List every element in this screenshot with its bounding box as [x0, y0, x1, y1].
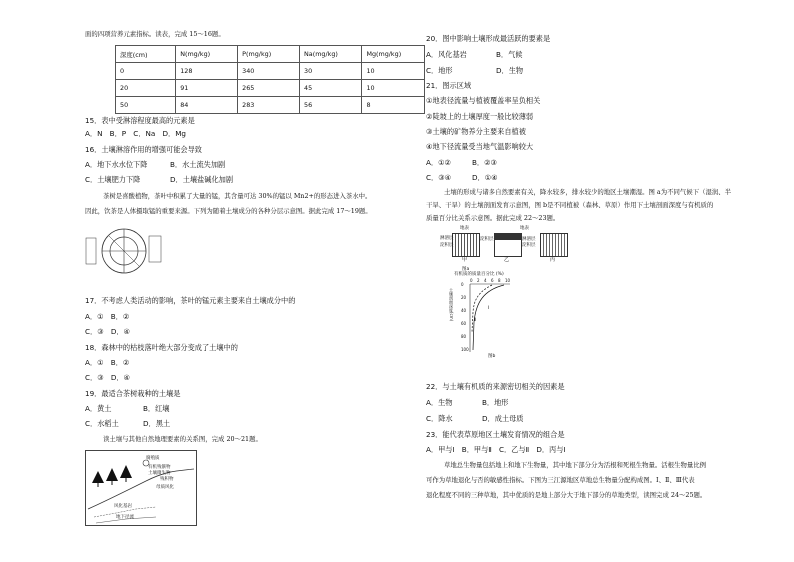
question-16: 16．土壤淋溶作用的增强可能会导致 — [85, 145, 202, 154]
table-cell: 91 — [176, 80, 238, 97]
left-label-box — [86, 238, 96, 264]
figure-b — [448, 272, 528, 362]
table-cell: 340 — [238, 63, 300, 80]
passage-grass-2: 可作为草地退化与否的敏感性指标。下图为三江源地区草地总生物量分配构成图。Ⅰ、Ⅱ、Ⅲ代表 — [426, 476, 695, 484]
option-22c: C．降水 — [426, 414, 453, 423]
label-deposit: 淀积层 — [480, 237, 494, 242]
option-21d: D．①④ — [472, 173, 498, 182]
curve-i — [473, 285, 504, 350]
x-tick: 4 — [484, 278, 487, 283]
option-16d: D．土壤盐碱化加剧 — [170, 175, 234, 184]
nutrient-table — [115, 45, 425, 114]
y-tick: 100 — [461, 347, 469, 352]
option-21a: A．①② — [426, 158, 451, 167]
y-tick: 60 — [461, 321, 467, 326]
option-19a: A．黄土 — [85, 404, 112, 413]
soil-composition-figure — [85, 226, 163, 276]
option-19b: B．红壤 — [143, 404, 170, 413]
table-cell: 50 — [116, 97, 176, 114]
x-tick: 8 — [498, 278, 501, 283]
statement-1: ①地表径流量与植被覆盖率呈负相关 — [426, 96, 541, 105]
question-17: 17．不考虑人类活动的影响，茶叶的锰元素主要来自土壤成分中的 — [85, 296, 296, 305]
label-deposit: 淀积层 — [440, 243, 454, 248]
passage-tea-1: 茶树是喜酸植物，茶叶中积累了大量的锰，其含量可达 30%的锰以 Mn2+的形态进入茶水中。 — [103, 192, 372, 200]
table-cell: 128 — [176, 63, 238, 80]
statement-3: ③土壤的矿物养分主要来自植被 — [426, 127, 526, 136]
table-header-row — [116, 46, 425, 63]
option-20b: B．气候 — [496, 50, 523, 59]
tree-icon — [106, 468, 118, 481]
tree-icon — [120, 465, 132, 478]
right-label-box — [149, 236, 161, 262]
label-humus: 腐殖质 — [146, 456, 160, 461]
table-cell: 265 — [238, 80, 300, 97]
landscape-drawing — [86, 451, 196, 525]
table-row — [116, 63, 425, 80]
passage-soil-2: 干旱、干旱）的土壤剖面发育示意图，图 b是不同植被（森林、草原）作用下土壤剖面深度与有机质的 — [426, 201, 714, 209]
x-tick: 10 — [505, 278, 511, 283]
y-tick-col — [461, 282, 469, 354]
option-20a: A．风化基岩 — [426, 50, 467, 59]
y-tick: 20 — [461, 295, 467, 300]
table-cell: 56 — [300, 97, 362, 114]
curve-label-ii: Ⅱ — [474, 318, 477, 323]
question-18-options-cd: C．③ D．④ — [85, 373, 131, 382]
figure-b-title: 有机质的质量百分比 (%) — [454, 272, 504, 277]
question-23-options: A．甲与Ⅰ B．甲与Ⅱ C．乙与Ⅱ D．丙与Ⅰ — [426, 445, 566, 454]
passage-grass-1: 草地总生物量包括地上和地下生物量，其中地下部分分为活根和死根生物量。活根生物量比例 — [444, 461, 707, 469]
table-header: N(mg/kg) — [176, 46, 238, 63]
passage-soil-1: 土壤的形成与诸多自然要素有关，降水较多，排水较少的地区土壤潮湿。图 a为不同气候下（湿润、半 — [444, 188, 732, 196]
question-21: 21．图示区域 — [426, 81, 472, 90]
label-jia: 甲 — [462, 257, 468, 263]
table-header: 深度(cm) — [116, 46, 176, 63]
table-cell: 45 — [300, 80, 362, 97]
intro-text: 面的四项营养元素指标。读表，完成 15～16题。 — [85, 30, 225, 38]
passage-grass-3: 退化程度不同的三种草地，其中优质的是地上部分大于地下部分的草地类型，读图完成 24～25题。 — [426, 491, 707, 499]
question-20: 20．图中影响土壤形成最活跃的要素是 — [426, 34, 551, 43]
question-18: 18．森林中的枯枝落叶绝大部分变成了土壤中的 — [85, 343, 238, 352]
tree-icon — [92, 471, 104, 483]
label-surface: 地表 — [460, 226, 469, 231]
y-tick: 80 — [461, 334, 467, 339]
figure-a-caption: 图a — [462, 267, 470, 272]
landscape-figure — [85, 450, 197, 526]
label-yi: 乙 — [504, 257, 510, 263]
label-leach: 淋溶层 — [522, 237, 536, 242]
profile-yi — [494, 233, 522, 257]
question-18-options-ab: A．① B．② — [85, 358, 130, 367]
statement-4: ④地下径流量受当地气温影响较大 — [426, 142, 534, 151]
label-groundwater: 地下径流 — [116, 515, 134, 520]
table-row — [116, 97, 425, 114]
right-column — [418, 0, 768, 562]
option-21b: B．②③ — [472, 158, 498, 167]
option-22d: D．成土母质 — [482, 414, 524, 423]
table-row — [116, 80, 425, 97]
option-16c: C．土壤肥力下降 — [85, 175, 141, 184]
label-organic: 有机残骸物 — [148, 465, 171, 470]
option-16b: B．水土流失加剧 — [170, 160, 226, 169]
question-15-options: A．N B．P C．Na D．Mg — [85, 129, 186, 138]
y-tick: 0 — [461, 282, 464, 287]
table-cell: 10 — [362, 63, 425, 80]
label-microbes: 土壤微生物 — [148, 471, 171, 476]
option-21c: C．③④ — [426, 173, 452, 182]
passage-tea-2: 因此，饮茶是人体摄取锰的重要来源。下列为随着土壤成分的各种分层示意图。据此完成 17～19题。 — [85, 207, 372, 215]
table-header: P(mg/kg) — [238, 46, 300, 63]
table-cell: 20 — [116, 80, 176, 97]
curve-label-i: Ⅰ — [488, 306, 490, 311]
option-16a: A．地下水水位下降 — [85, 160, 148, 169]
profile-bing — [540, 233, 568, 257]
option-20c: C．地形 — [426, 66, 453, 75]
label-bedrock: 风化基岩 — [114, 504, 132, 509]
label-residual: 残积物 — [160, 477, 174, 482]
question-23: 23．能代表草原地区土壤发育情况的组合是 — [426, 430, 565, 439]
x-tick: 2 — [477, 278, 480, 283]
option-19d: D．黑土 — [143, 419, 171, 428]
x-tick: 6 — [491, 278, 494, 283]
profile-jia — [452, 233, 480, 257]
table-cell: 283 — [238, 97, 300, 114]
option-19c: C．水稻土 — [85, 419, 119, 428]
figure-b-plot — [448, 282, 528, 354]
label-surface: 地表 — [520, 226, 529, 231]
profile-yi-top — [495, 234, 521, 240]
question-15: 15．表中受淋溶程度最高的元素是 — [85, 116, 195, 125]
question-17-options-ab: A．① B．② — [85, 312, 130, 321]
label-weathering: 母质风化 — [156, 485, 174, 490]
table-header: Na(mg/kg) — [300, 46, 362, 63]
option-22b: B．地形 — [482, 398, 509, 407]
left-column — [75, 0, 425, 562]
x-tick: 0 — [470, 278, 473, 283]
label-deposit: 淀积层 — [522, 243, 536, 248]
table-cell: 8 — [362, 97, 425, 114]
label-leach: 淋溶层 — [440, 236, 454, 241]
option-22a: A．生物 — [426, 398, 453, 407]
table-cell: 10 — [362, 80, 425, 97]
y-axis-label: 土壤剖面深度(cm) — [449, 288, 454, 322]
table-header: Mg(mg/kg) — [362, 46, 425, 63]
figure-b-caption: 图b — [488, 354, 496, 359]
question-22: 22．与土壤有机质的来源密切相关的因素是 — [426, 382, 565, 391]
option-20d: D．生物 — [496, 66, 524, 75]
table-cell: 30 — [300, 63, 362, 80]
passage-soil-3: 质量百分比关系示意图。据此完成 22～23题。 — [426, 214, 560, 222]
table-cell: 84 — [176, 97, 238, 114]
y-tick: 40 — [461, 308, 467, 313]
label-bing: 丙 — [550, 257, 556, 263]
question-17-options-cd: C．③ D．④ — [85, 327, 131, 336]
passage-elements: 读土壤与其他自然地理要素的关系图，完成 20～21题。 — [103, 435, 262, 443]
question-19: 19．最适合茶树栽种的土壤是 — [85, 389, 181, 398]
statement-2: ②陡坡上的土壤厚度一般比较薄弱 — [426, 112, 534, 121]
figure-a — [440, 226, 580, 266]
slope-line — [88, 469, 194, 509]
table-cell: 0 — [116, 63, 176, 80]
